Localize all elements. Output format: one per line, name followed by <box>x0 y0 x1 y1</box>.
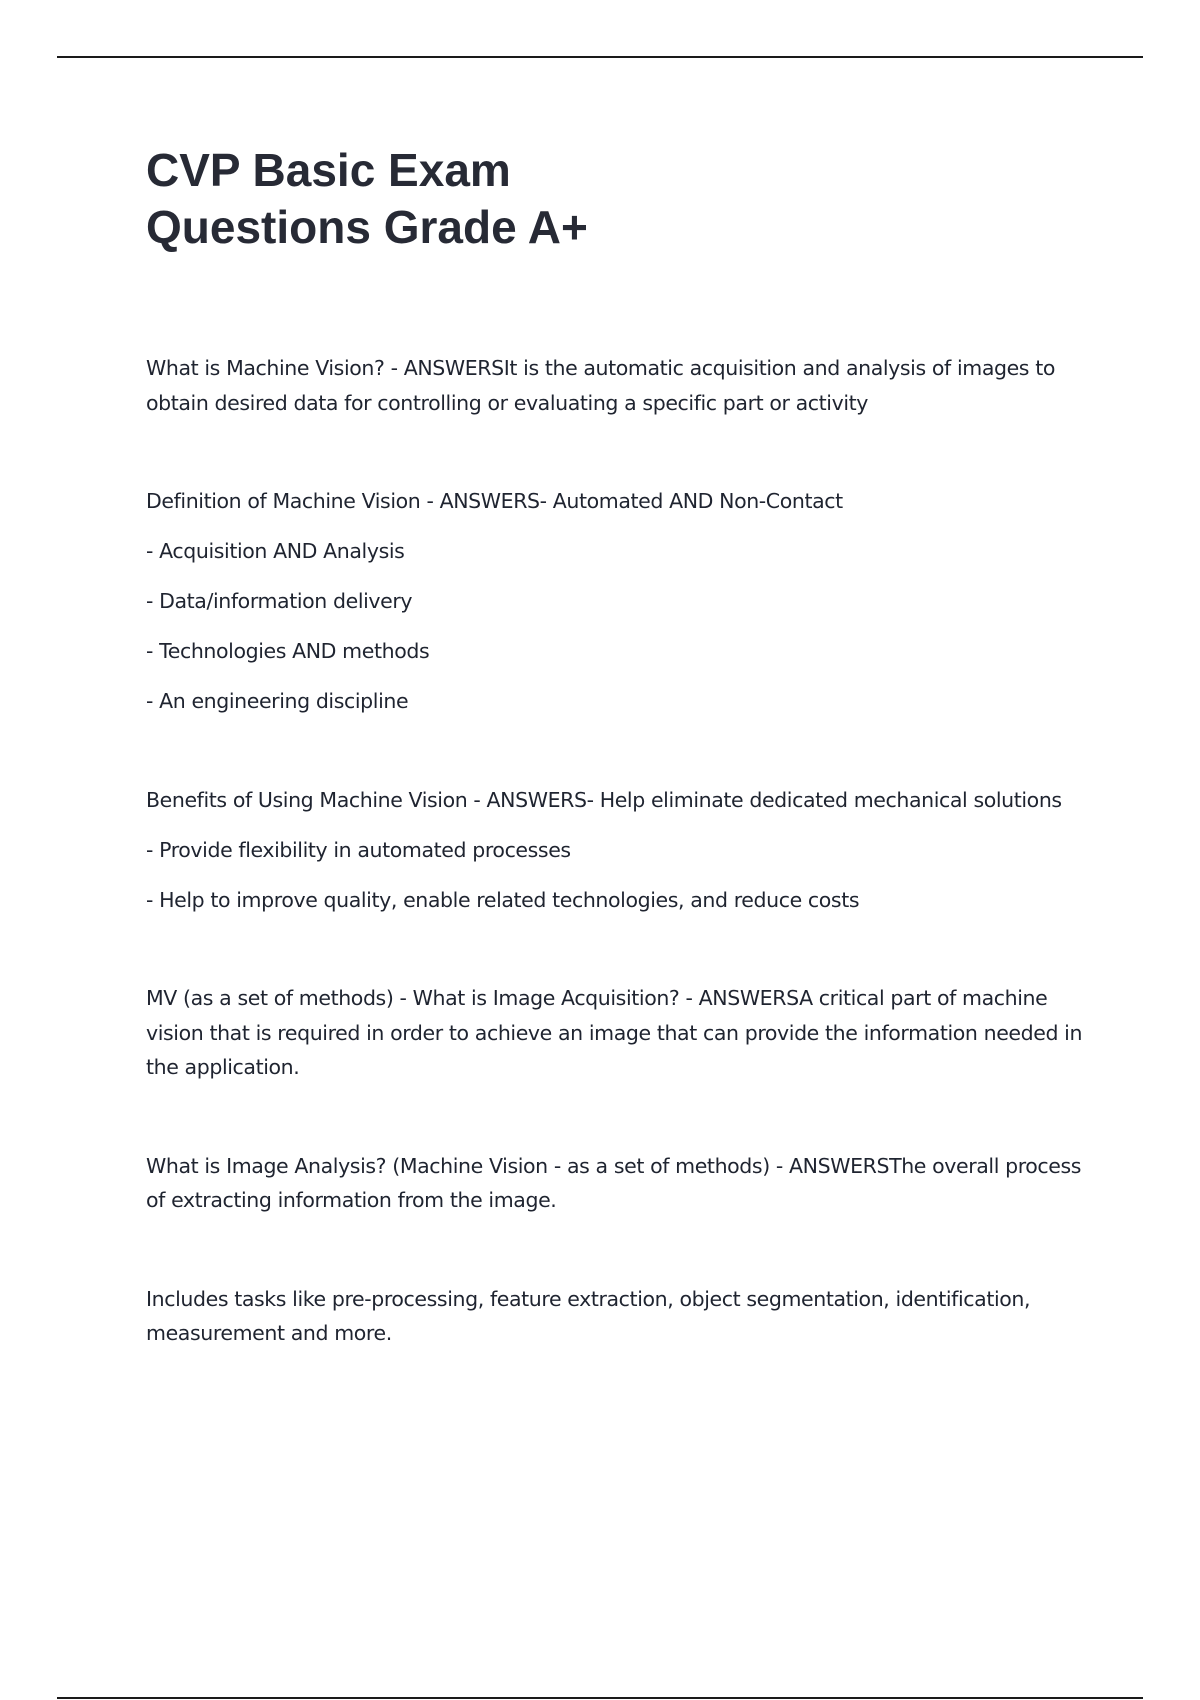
qa-bullet: - Technologies AND methods <box>146 639 430 663</box>
qa-entry-analysis-tasks <box>146 1282 1086 1351</box>
qa-entry-image-acquisition <box>146 981 1086 1085</box>
qa-text: Benefits of Using Machine Vision - ANSWERS- Help eliminate dedicated mechanical solutions <box>146 787 1062 812</box>
qa-bullet: - An engineering discipline <box>146 689 409 713</box>
document-title: CVP Basic Exam Questions Grade A+ <box>146 144 588 253</box>
document-body <box>146 142 1086 1415</box>
qa-bullet: - Provide flexibility in automated processes <box>146 837 571 862</box>
qa-entry-machine-vision <box>146 351 1086 420</box>
qa-text: What is Machine Vision? - ANSWERSIt is the automatic acquisition and analysis of images to obtain desired data for controlling or evaluating a specific part or activity <box>146 356 1055 415</box>
qa-entry-image-analysis <box>146 1149 1086 1218</box>
qa-bullet: - Data/information delivery <box>146 589 413 613</box>
qa-text: Includes tasks like pre-processing, feature extraction, object segmentation, identification, measurement and more. <box>146 1286 1031 1345</box>
qa-text: Definition of Machine Vision - ANSWERS- Automated AND Non-Contact <box>146 489 843 513</box>
top-divider <box>57 56 1143 58</box>
qa-entry-benefits <box>146 783 1086 918</box>
bottom-divider <box>57 1697 1143 1699</box>
qa-text: MV (as a set of methods) - What is Image Acquisition? - ANSWERSA critical part of machine vision that is required in order to achieve an image that can provide the information needed in the application. <box>146 986 1083 1079</box>
qa-list <box>146 351 1086 1351</box>
qa-text: What is Image Analysis? (Machine Vision - as a set of methods) - ANSWERSThe overall process of extracting information from the image. <box>146 1153 1082 1212</box>
qa-bullet: - Acquisition AND Analysis <box>146 539 405 563</box>
qa-entry-definition <box>146 484 1086 719</box>
qa-bullet: - Help to improve quality, enable related technologies, and reduce costs <box>146 887 860 912</box>
